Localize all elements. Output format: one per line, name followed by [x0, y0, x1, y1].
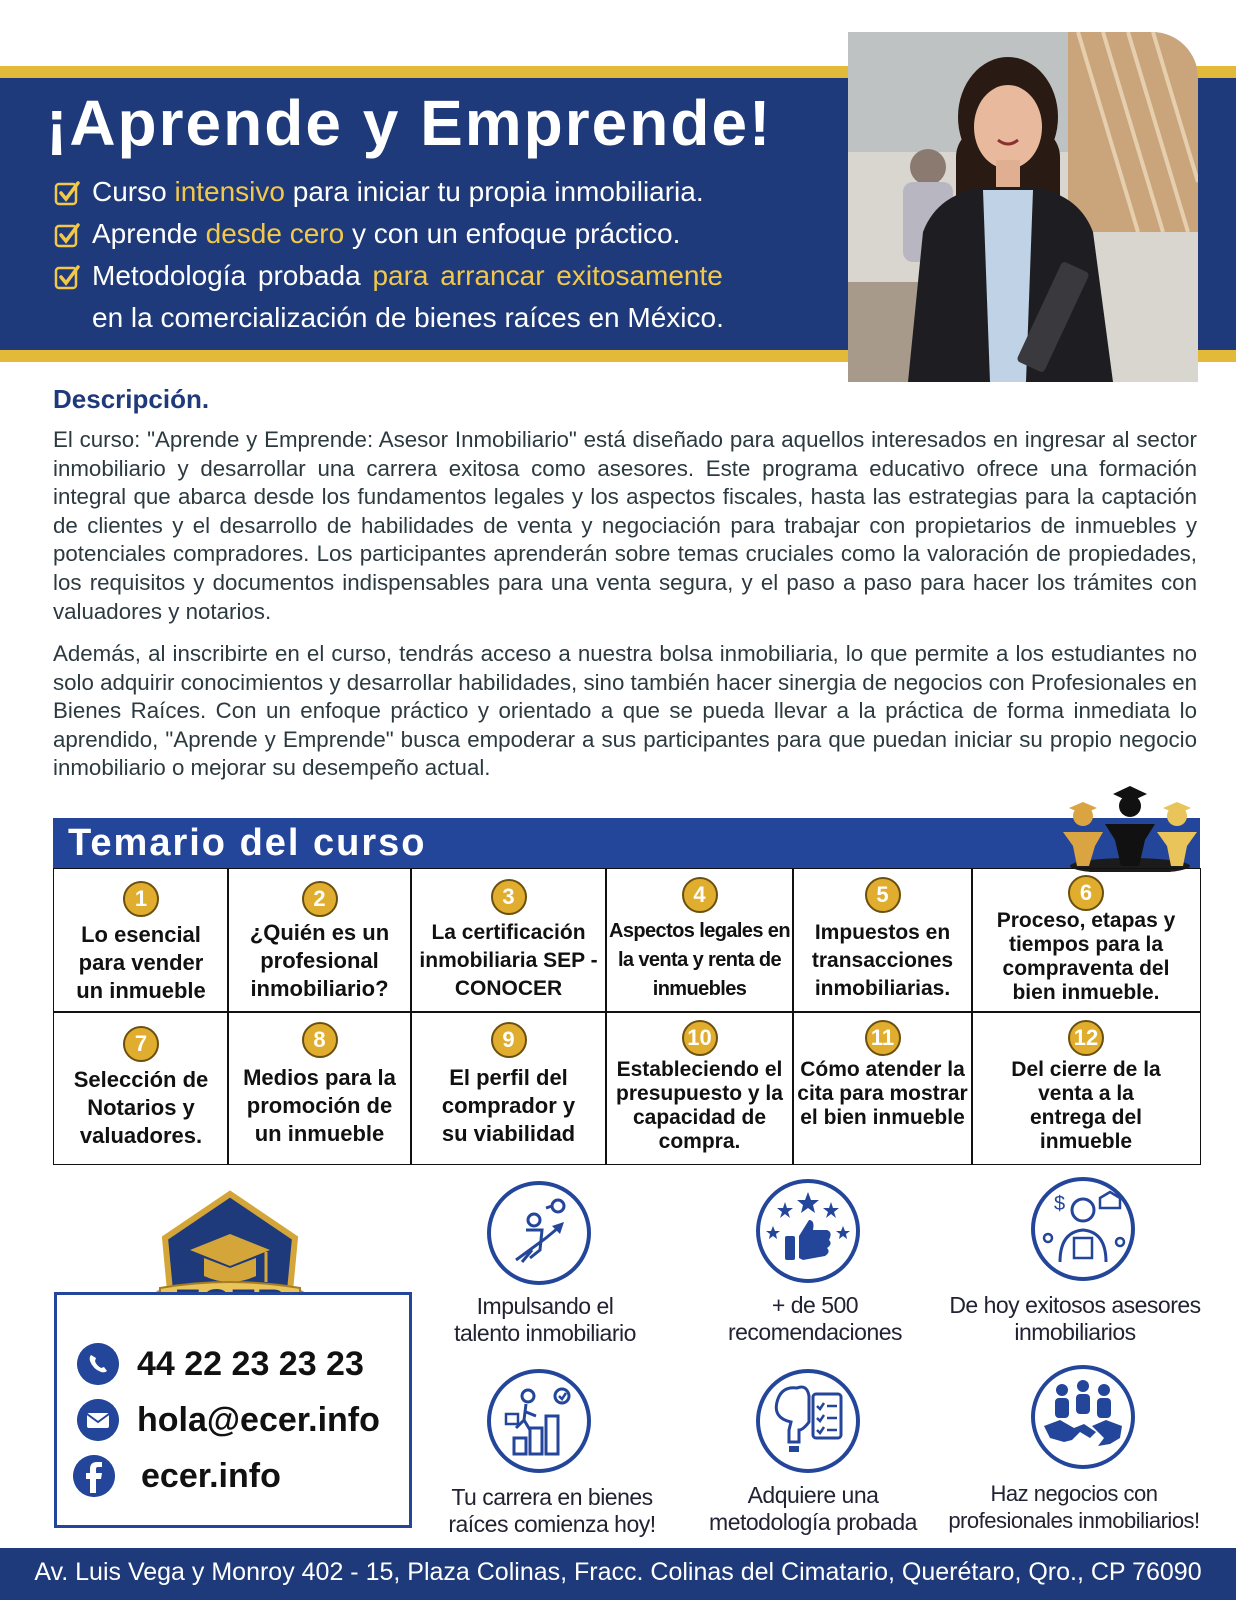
handshake-icon [1030, 1364, 1136, 1470]
career-steps-icon [486, 1368, 592, 1474]
description-title: Descripción. [53, 384, 210, 414]
module-cell [971, 868, 1201, 1013]
module-cell [792, 868, 973, 1013]
businesswoman-photo [848, 32, 1198, 382]
stars-thumbs-up-icon [755, 1178, 861, 1284]
module-number-badge: 11 [865, 1020, 901, 1056]
module-number-badge: 8 [302, 1022, 338, 1058]
module-number-badge: 10 [682, 1020, 718, 1056]
checkbox-icon [54, 180, 80, 206]
bullet-1: Curso intensivo para iniciar tu propia inmobiliaria. [92, 176, 704, 207]
website[interactable]: ecer.info [141, 1457, 281, 1495]
feature-label: Haz negocios con profesionales inmobiliarios! [948, 1481, 1200, 1533]
module-cell [53, 868, 229, 1013]
footer-address: Av. Luis Vega y Monroy 402 - 15, Plaza Colinas, Fracc. Colinas del Cimatario, Querétaro, Qro., CP 76090 [34, 1558, 1202, 1586]
bullet-3: Metodología probada para arrancar exitosamente [92, 260, 723, 291]
module-cell [605, 1011, 794, 1165]
module-number-badge: 6 [1068, 875, 1104, 911]
module-title: Cómo atender la cita para mostrar el bien inmueble [797, 1058, 968, 1129]
description-paragraph-2: Además, al inscribirte en el curso, tendrás acceso a nuestra bolsa inmobiliaria, lo que permite a los estudiantes no solo adquirir conocimientos y desarrollar habilidades, sino también hacer sinergia de negocios con Profesionales en Bienes Raíces. Con un enfoque práctico y orientado a que se pueda llevar a la práctica de forma inmediata lo aprendido, "Aprende y Emprende" busca empoderar a sus participantes para que puedan iniciar su propio negocio inmobiliario o mejorar su desempeño actual. [53, 641, 1197, 781]
module-cell [227, 868, 412, 1013]
feature-label: + de 500 recomendaciones [727, 1292, 903, 1345]
brain-checklist-icon [755, 1368, 861, 1474]
module-title: Proceso, etapas y tiempos para la compraventa del bien inmueble. [996, 909, 1176, 1004]
module-number-badge: 9 [491, 1022, 527, 1058]
module-title: Impuestos en transacciones inmobiliarias. [811, 921, 954, 1000]
module-title: Medios para la promoción de un inmueble [243, 1065, 396, 1146]
description-paragraph-1: El curso: "Aprende y Emprende: Asesor Inmobiliario" está diseñado para aquellos interesados en ingresar al sector inmobiliario y desarrollar una carrera exitosa como asesores. Este programa educativo ofrece una formación integral que abarca desde los fundamentos legales y los aspectos fiscales, hasta las estrategias para la captación de clientes y el desarrollo de habilidades de venta y negociación para trabajar con propietarios de inmuebles y potenciales compradores. Los participantes aprenderán sobre temas cruciales como la valoración de propiedades, los requisitos y documentos indispensables para una venta segura, y el paso a paso para hacer los trámites con valuadores y notarios. [53, 427, 1197, 624]
phone-icon [77, 1343, 119, 1385]
page-title: ¡Aprende y Emprende! [46, 87, 773, 159]
feature-label: Tu carrera en bienes raíces comienza hoy! [448, 1484, 656, 1537]
module-cell [227, 1011, 412, 1165]
temario-title: Temario del curso [68, 822, 427, 864]
module-cell [605, 868, 794, 1013]
module-number-badge: 2 [302, 881, 338, 917]
checkbox-icon [54, 264, 80, 290]
module-cell [53, 1011, 229, 1165]
business-growth-icon [486, 1180, 592, 1286]
facebook-icon [73, 1455, 115, 1497]
bullet-2: Aprende desde cero y con un enfoque práctico. [92, 218, 681, 249]
svg-text:$: $ [1054, 1193, 1066, 1215]
email-address[interactable]: hola@ecer.info [137, 1401, 380, 1439]
module-title: El perfil del comprador y su viabilidad [441, 1065, 576, 1146]
module-number-badge: 4 [682, 877, 718, 913]
module-number-badge: 7 [123, 1026, 159, 1062]
module-title: Estableciendo el presupuesto y la capacidad de compra. [616, 1058, 783, 1153]
feature-label: De hoy exitosos asesores inmobiliarios [949, 1292, 1201, 1345]
contact-box [54, 1292, 412, 1528]
phone-number[interactable]: 44 22 23 23 23 [137, 1345, 364, 1383]
module-number-badge: 12 [1068, 1020, 1104, 1056]
module-title: ¿Quién es un profesional inmobiliario? [249, 920, 390, 1001]
module-title: Del cierre de la venta a la entrega del inmueble [1011, 1058, 1161, 1153]
email-icon [77, 1399, 119, 1441]
temario-grid [53, 868, 1201, 1165]
module-cell [971, 1011, 1201, 1165]
bullet-3-continuation: en la comercialización de bienes raíces en México. [92, 302, 724, 333]
module-title: Aspectos legales en la venta y renta de inmuebles [609, 920, 790, 1000]
checkbox-icon [54, 222, 80, 248]
feature-label: Impulsando el talento inmobiliario [454, 1293, 636, 1346]
feature-label: Adquiere una metodología probada [709, 1482, 917, 1535]
module-title: Lo esencial para vender un inmueble [76, 922, 206, 1003]
module-number-badge: 3 [491, 879, 527, 915]
module-title: Selección de Notarios y valuadores. [73, 1067, 209, 1148]
module-cell [410, 868, 607, 1013]
realtor-icon [1030, 1176, 1136, 1282]
module-title: La certificación inmobiliaria SEP - CONOCER [419, 921, 598, 1000]
module-number-badge: 5 [865, 877, 901, 913]
module-cell [792, 1011, 973, 1165]
graduates-icon [1055, 782, 1205, 872]
module-number-badge: 1 [123, 881, 159, 917]
module-cell [410, 1011, 607, 1165]
